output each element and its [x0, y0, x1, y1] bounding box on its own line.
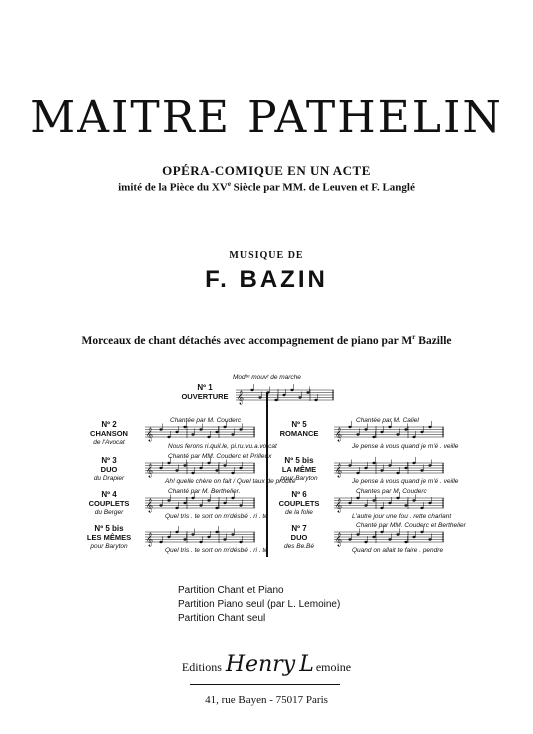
note-head — [175, 531, 178, 533]
note-head — [412, 436, 415, 438]
note-head — [207, 436, 210, 438]
item-subtitle: pour Baryton — [280, 475, 318, 482]
item-title: COUPLETS — [278, 499, 320, 508]
note-head — [167, 536, 170, 538]
note-head — [404, 541, 407, 543]
note-head — [159, 541, 162, 543]
note-head — [356, 533, 359, 535]
item-lyric: Quel tris . te sort on m'désbé . ri . te — [165, 513, 268, 520]
item-lyric: L'autre jour une fou . rette charlant — [352, 513, 452, 520]
music-staff-couplets-folie — [334, 497, 444, 511]
item-chanson — [78, 420, 140, 447]
item-subtitle: de la folie — [285, 509, 313, 516]
clef-icon: 𝄞 — [335, 427, 343, 441]
note-head — [239, 541, 242, 543]
note-head — [388, 426, 391, 428]
note-head — [396, 533, 399, 535]
clef-icon: 𝄞 — [146, 532, 154, 546]
note-head — [231, 433, 234, 435]
item-caption: Chanté par M. Berthelier. — [168, 488, 241, 495]
note-head — [356, 433, 359, 435]
note-head — [290, 389, 293, 391]
origin-pre: imité de la Pièce du XV — [118, 181, 228, 194]
item-duo-drapier — [78, 456, 140, 483]
note-head — [348, 538, 351, 540]
item-subtitle: du Drapier — [93, 475, 125, 482]
note-head — [298, 396, 301, 398]
item-caption: Chantes par M. Couderc — [356, 488, 427, 495]
clef-icon: 𝄞 — [146, 498, 154, 512]
note-head — [428, 502, 431, 504]
note-head — [420, 469, 423, 471]
note-head — [420, 531, 423, 533]
note-head — [223, 426, 226, 428]
note-head — [428, 538, 431, 540]
note-head — [191, 433, 194, 435]
note-head — [372, 536, 375, 538]
note-head — [348, 426, 351, 428]
publisher-logo — [0, 652, 533, 677]
note-head — [412, 536, 415, 538]
origin-sup: e — [227, 180, 231, 188]
morceaux-line — [0, 333, 533, 347]
clef-icon: 𝄞 — [335, 463, 343, 477]
morceaux-pre: Morceaux de chant détachés avec accompagnement de piano par M — [81, 334, 413, 347]
music-staff-ouverture — [236, 384, 334, 408]
opera-subtitle: OPÉRA-COMIQUE EN UN ACTE — [162, 163, 371, 178]
item-couplets-folie — [268, 490, 330, 517]
item-number: Nº 5 bis — [284, 456, 314, 465]
note-head — [239, 467, 242, 469]
publisher-lemoine: emoine — [315, 660, 352, 674]
morceaux-sup: r — [412, 333, 416, 341]
clef-icon: 𝄞 — [335, 532, 343, 546]
note-head — [380, 531, 383, 533]
item-number: Nº 5 bis — [94, 524, 124, 533]
note-head — [412, 462, 415, 464]
item-title: LA MÊME — [281, 465, 317, 474]
note-head — [404, 504, 407, 506]
item-couplets-berger — [78, 490, 140, 517]
music-staff-romance — [334, 426, 444, 440]
note-head — [396, 433, 399, 435]
item-subtitle: des Be.Bé — [284, 543, 314, 550]
note-head — [215, 507, 218, 509]
note-head — [167, 499, 170, 501]
note-head — [372, 436, 375, 438]
item-lyric: Quand on allait te faire . pendre — [352, 547, 444, 554]
item-les-memes — [78, 524, 140, 551]
note-head — [175, 469, 178, 471]
part-item: Partition Chant et Piano — [178, 585, 284, 596]
note-head — [215, 531, 218, 533]
publisher-henry: Henry — [225, 652, 296, 677]
clef-icon: 𝄞 — [335, 498, 343, 512]
item-caption: Chanté par MM. Couderc et Berthelier — [356, 522, 466, 529]
item-lyric: Nous ferons ri.quil.le, pi.ru.vu.a.vo.cat — [168, 443, 277, 450]
tempo-marking: Modᵗᵉ mouvᵗ de marche — [233, 374, 301, 381]
note-head — [420, 431, 423, 433]
music-staff-duo — [145, 462, 255, 476]
note-head — [388, 502, 391, 504]
note-head — [223, 464, 226, 466]
item-la-meme — [268, 456, 330, 483]
note-head — [231, 472, 234, 474]
note-head — [364, 428, 367, 430]
note-head — [412, 499, 415, 501]
note-head — [183, 426, 186, 428]
note-head — [388, 538, 391, 540]
item-title: DUO — [100, 465, 118, 474]
item-lyric: Ah! quelle chère on fait / Quel taux de probité — [165, 478, 296, 485]
item-caption: Chanté par MM. Couderc et Prilleux — [168, 453, 272, 460]
note-head — [175, 431, 178, 433]
note-head — [372, 462, 375, 464]
parts-list — [178, 584, 340, 626]
note-head — [175, 507, 178, 509]
item-number: Nº 2 — [101, 420, 117, 429]
clef-icon: 𝄞 — [146, 427, 154, 441]
note-head — [207, 462, 210, 464]
note-head — [420, 507, 423, 509]
note-head — [348, 464, 351, 466]
item-lyric: Quel tris . te sort on m'désbé . ri . te — [165, 547, 268, 554]
note-head — [215, 469, 218, 471]
note-head — [356, 497, 359, 499]
note-head — [239, 428, 242, 430]
note-head — [183, 538, 186, 540]
item-subtitle: pour Baryton — [90, 543, 128, 550]
note-head — [223, 538, 226, 540]
morceaux-post: Bazille — [415, 334, 452, 347]
item-caption: Chantée par M. Caliel — [356, 417, 419, 424]
note-head — [404, 467, 407, 469]
note-head — [250, 389, 253, 391]
item-number: Nº 5 — [291, 420, 307, 429]
item-ouverture — [170, 383, 240, 401]
note-head — [239, 504, 242, 506]
item-number: Nº 6 — [291, 490, 307, 499]
note-head — [396, 497, 399, 499]
note-head — [356, 472, 359, 474]
composer-name: F. BAZIN — [205, 266, 328, 293]
origin-post: Siècle par MM. de Leuven et F. Langlé — [230, 181, 415, 194]
item-subtitle: du Berger — [94, 509, 124, 516]
publisher-editions: Editions — [181, 660, 222, 674]
note-head — [364, 504, 367, 506]
note-head — [199, 428, 202, 430]
item-title: CHANSON — [90, 429, 128, 438]
note-head — [380, 431, 383, 433]
item-title: OUVERTURE — [181, 392, 229, 401]
note-head — [231, 533, 234, 535]
note-head — [258, 396, 261, 398]
note-head — [380, 469, 383, 471]
publisher-L: L — [299, 652, 314, 677]
note-head — [223, 502, 226, 504]
note-head — [183, 502, 186, 504]
item-romance — [268, 420, 330, 438]
item-title: ROMANCE — [279, 429, 319, 438]
item-number: Nº 7 — [291, 524, 307, 533]
note-head — [183, 464, 186, 466]
music-staff-couplets — [145, 497, 255, 511]
note-head — [167, 436, 170, 438]
clef-icon: 𝄞 — [237, 390, 245, 404]
item-caption: Chantée par M. Couderc — [170, 417, 242, 424]
item-subtitle: de l'Avocat — [93, 439, 125, 446]
note-head — [314, 399, 317, 401]
music-staff-les-memes — [145, 531, 255, 545]
note-head — [191, 533, 194, 535]
note-head — [282, 394, 285, 396]
note-head — [364, 541, 367, 543]
note-head — [207, 499, 210, 501]
note-head — [199, 541, 202, 543]
music-staff-la-meme — [334, 462, 444, 476]
note-head — [364, 467, 367, 469]
publisher-address: 41, rue Bayen - 75017 Paris — [205, 694, 328, 706]
note-head — [231, 497, 234, 499]
note-head — [404, 428, 407, 430]
note-head — [215, 431, 218, 433]
item-number: Nº 3 — [101, 456, 117, 465]
item-lyric: Je pense à vous quand je m'é . veille — [352, 443, 459, 450]
clef-icon: 𝄞 — [146, 463, 154, 477]
music-staff-duo-bebe — [334, 531, 444, 545]
note-head — [396, 472, 399, 474]
item-lyric: Je pense à vous quand je m'é . veille — [352, 478, 459, 485]
part-item: Partition Piano seul (par L. Lemoine) — [178, 599, 341, 610]
musique-label: MUSIQUE DE — [229, 250, 304, 261]
note-head — [274, 399, 277, 401]
origin-line — [0, 180, 533, 194]
item-title: COUPLETS — [88, 499, 130, 508]
note-head — [199, 504, 202, 506]
note-head — [306, 391, 309, 393]
note-head — [191, 472, 194, 474]
item-number: Nº 1 — [197, 383, 213, 392]
note-head — [380, 507, 383, 509]
note-head — [372, 499, 375, 501]
note-head — [167, 462, 170, 464]
note-head — [159, 428, 162, 430]
note-head — [159, 504, 162, 506]
note-head — [199, 467, 202, 469]
publisher-rule — [190, 684, 340, 685]
note-head — [191, 497, 194, 499]
item-title: LES MÊMES — [86, 533, 132, 542]
item-title: DUO — [290, 533, 308, 542]
note-head — [159, 467, 162, 469]
note-head — [388, 464, 391, 466]
part-item: Partition Chant seul — [178, 613, 266, 624]
note-head — [428, 426, 431, 428]
note-head — [207, 536, 210, 538]
item-duo-bebe — [268, 524, 330, 551]
note-head — [428, 464, 431, 466]
music-staff-chanson — [145, 426, 255, 440]
item-number: Nº 4 — [101, 490, 117, 499]
page-title: MAITRE PATHELIN — [30, 92, 503, 143]
note-head — [348, 502, 351, 504]
